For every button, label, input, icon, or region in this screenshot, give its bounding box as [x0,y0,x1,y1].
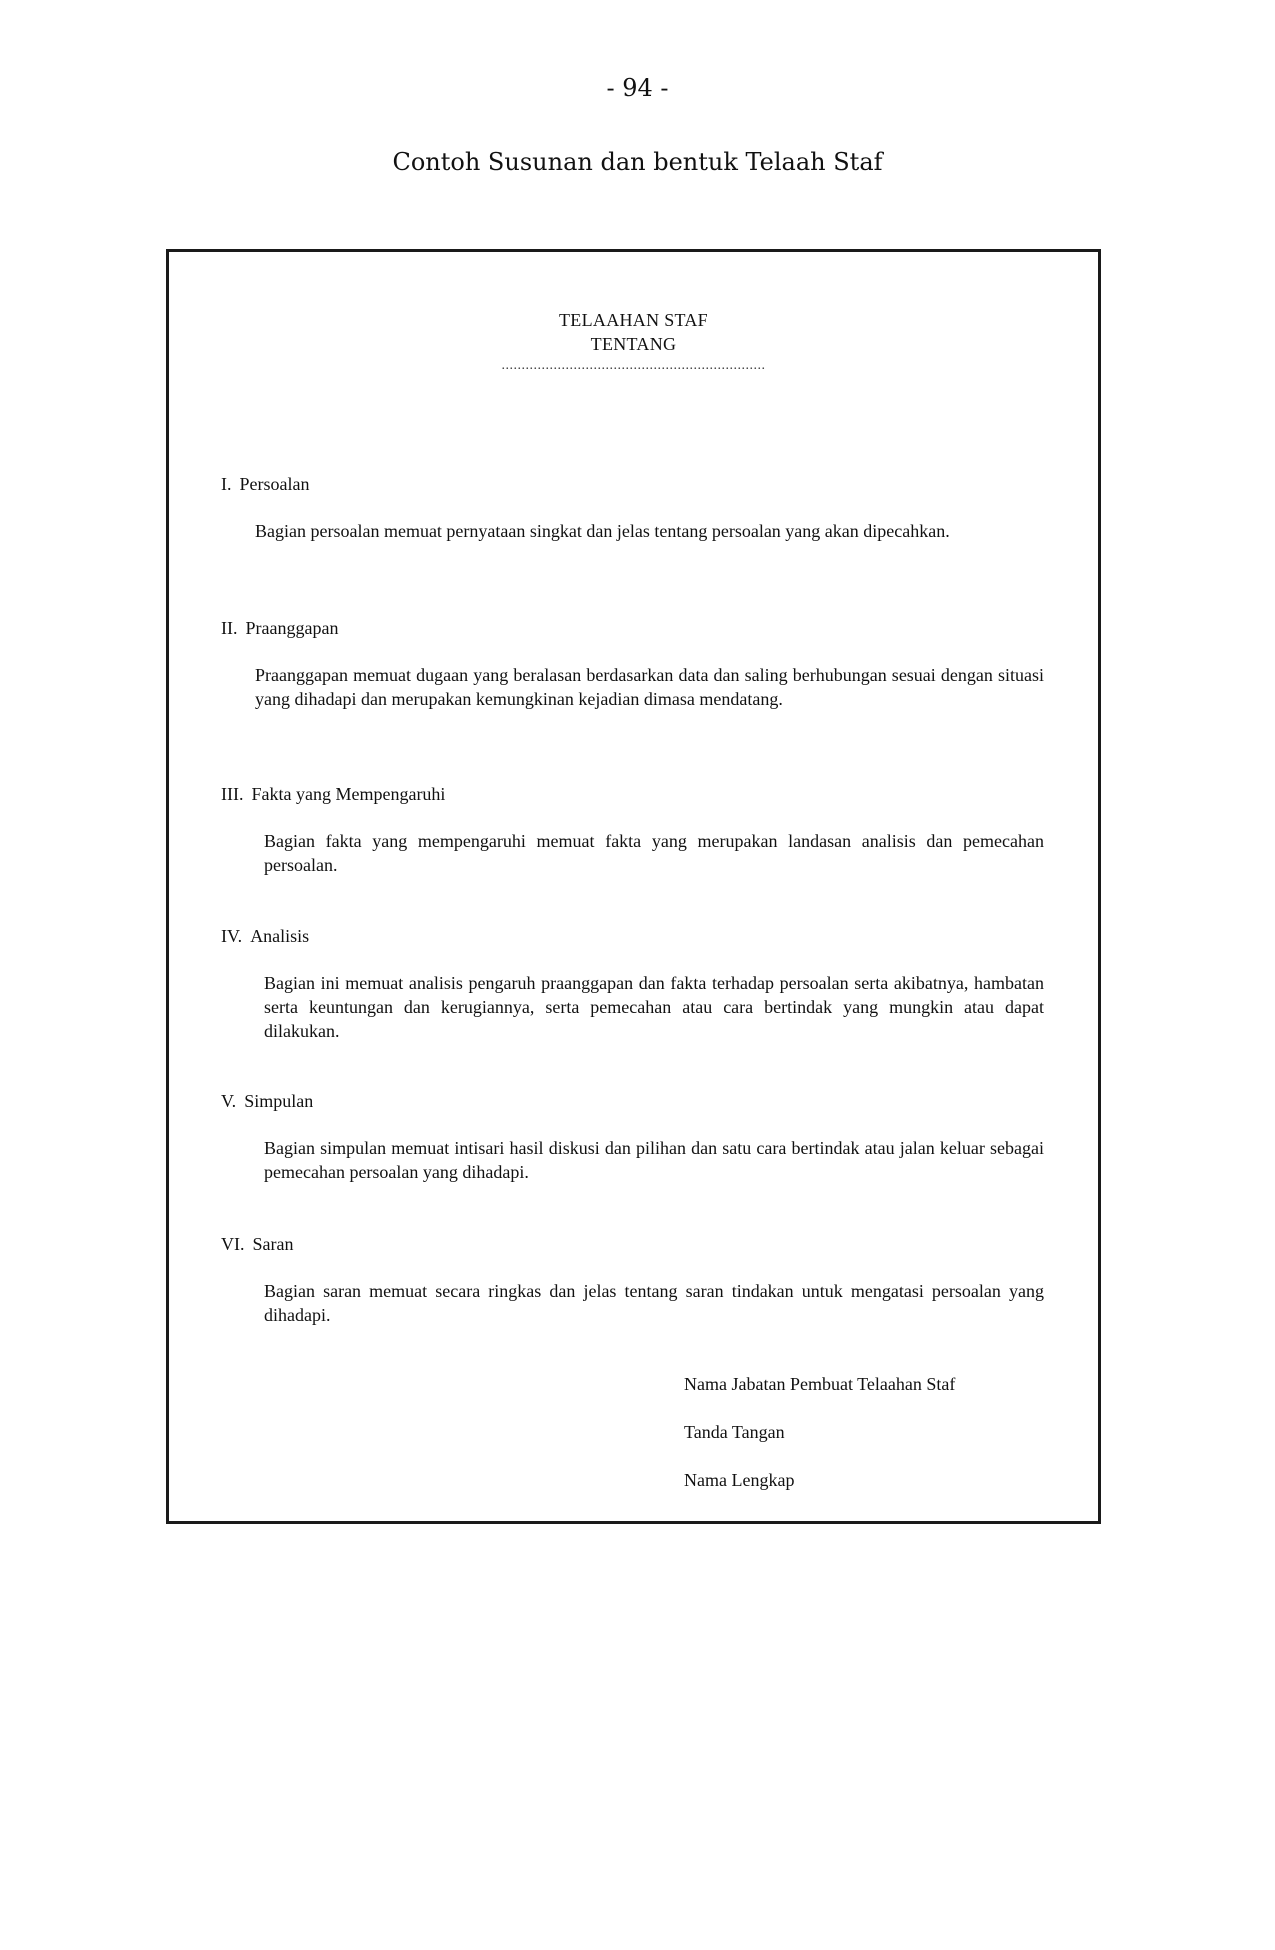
section-heading [221,472,309,496]
section-title: Praanggapan [245,618,339,638]
section-title: Persoalan [239,474,310,494]
section-heading [221,1232,293,1256]
section-title: Simpulan [244,1091,314,1111]
section-heading [221,782,445,806]
subject-placeholder-dots: .................................................................. [501,358,766,373]
section-heading [221,924,309,948]
page-heading: Contoh Susunan dan bentuk Telaah Staf [392,148,883,176]
section-body: Bagian persoalan memuat pernyataan singkat dan jelas tentang persoalan yang akan dipecahkan. [255,521,950,541]
section-number: I. [221,474,232,494]
section-title: Saran [252,1234,294,1254]
section-body: Bagian fakta yang mempengaruhi memuat fakta yang merupakan landasan analisis dan pemecahan persoalan. [264,831,1044,875]
section-number: II. [221,618,238,638]
page-number: - 94 - [606,74,669,102]
signature-name: Nama Lengkap [684,1470,795,1490]
section-heading [221,1089,313,1113]
form-title [169,308,1098,356]
form-title-line1: TELAAHAN STAF [559,310,708,330]
section-number: VI. [221,1234,245,1254]
section-number: IV. [221,926,243,946]
section-body: Bagian saran memuat secara ringkas dan jelas tentang saran tindakan untuk mengatasi persoalan yang dihadapi. [264,1281,1044,1325]
section-number: V. [221,1091,237,1111]
signature-position: Nama Jabatan Pembuat Telaahan Staf [684,1374,956,1394]
section-body: Bagian simpulan memuat intisari hasil diskusi dan pilihan dan satu cara bertindak atau jalan keluar sebagai pemecahan persoalan yang dihadapi. [264,1138,1044,1182]
section-number: III. [221,784,244,804]
section-title: Analisis [250,926,310,946]
section-heading [221,616,338,640]
signature-sign: Tanda Tangan [684,1422,785,1442]
section-body: Praanggapan memuat dugaan yang beralasan berdasarkan data dan saling berhubungan sesuai dengan situasi yang dihadapi dan merupakan kemungkinan kejadian dimasa mendatang. [255,665,1044,709]
document-frame [166,249,1101,1524]
form-title-line2: TENTANG [590,334,677,354]
section-body: Bagian ini memuat analisis pengaruh praanggapan dan fakta terhadap persoalan serta akibatnya, hambatan serta keuntungan dan kerugiannya, serta pemecahan atau cara bertindak yang mungkin atau dapat dilakukan. [264,973,1044,1041]
section-title: Fakta yang Mempengaruhi [251,784,446,804]
